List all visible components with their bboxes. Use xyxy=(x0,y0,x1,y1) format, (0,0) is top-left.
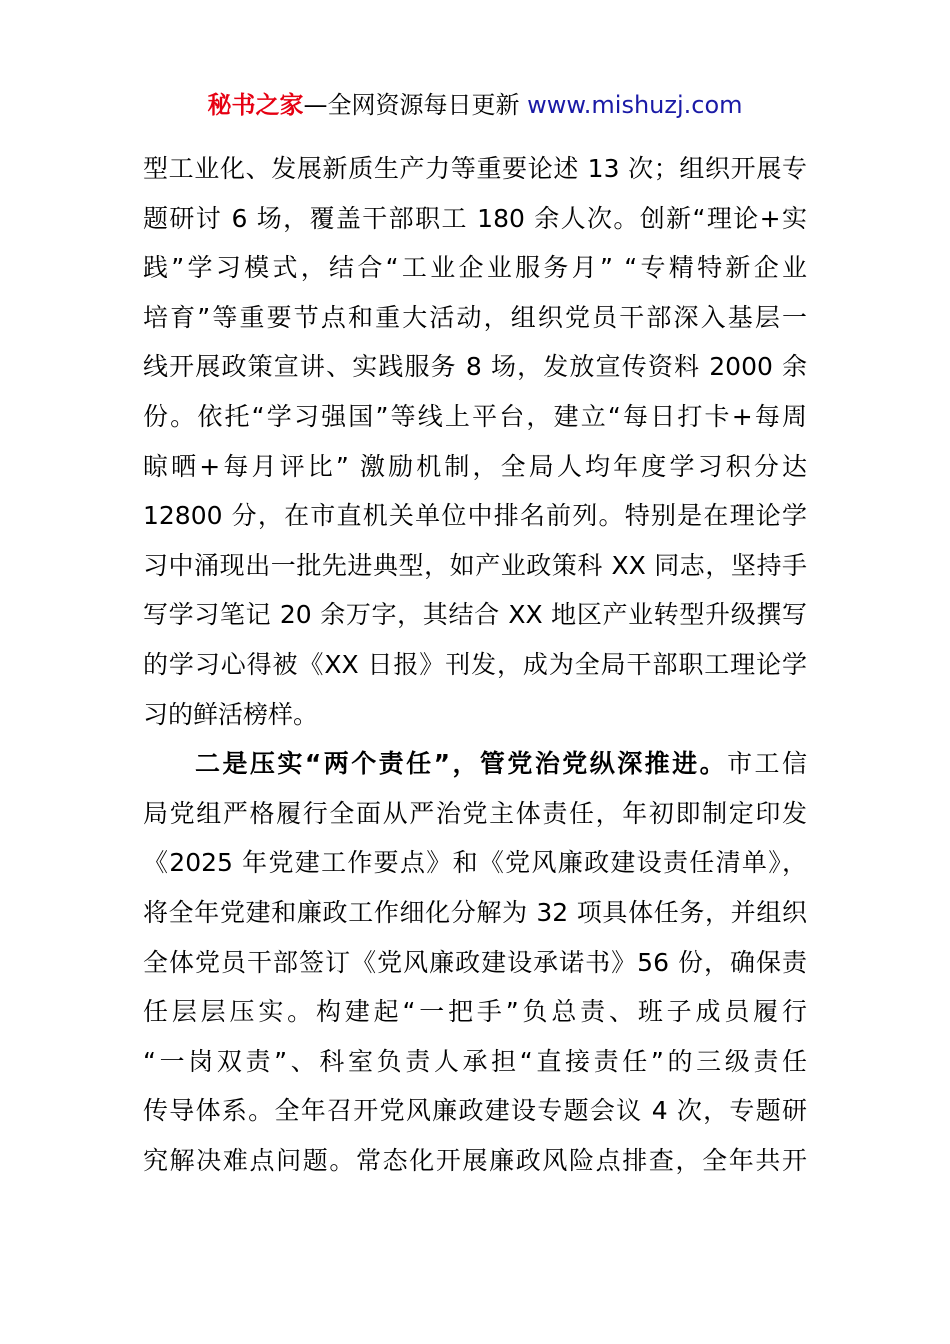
text-line: 写学习笔记 20 余万字，其结合 XX 地区产业转型升级撰写 xyxy=(143,600,807,630)
text-line: 《2025 年党建工作要点》和《党风廉政建设责任清单》， xyxy=(143,848,807,878)
document-body xyxy=(143,144,807,1185)
header-url[interactable]: www.mishuzj.com xyxy=(527,91,743,119)
text-line: 的学习心得被《XX 日报》刊发，成为全局干部职工理论学 xyxy=(143,649,807,679)
text-line: 将全年党建和廉政工作细化分解为 32 项具体任务，并组织 xyxy=(143,897,807,927)
text-line: 线开展政策宣讲、实践服务 8 场，发放宣传资料 2000 余 xyxy=(143,352,807,382)
text-line: 12800 分，在市直机关单位中排名前列。特别是在理论学 xyxy=(143,501,807,531)
brand-name: 秘书之家 xyxy=(207,91,304,119)
paragraph-heading-rest: 市工信 xyxy=(727,749,807,779)
text-line: 践”学习模式，结合“工业企业服务月” “专精特新企业 xyxy=(143,253,807,283)
paragraph-heading: 二是压实“两个责任”，管党治党纵深推进。 xyxy=(195,749,728,779)
text-line: 习中涌现出一批先进典型，如产业政策科 XX 同志，坚持手 xyxy=(143,550,807,580)
text-line: 究解决难点问题。常态化开展廉政风险点排查，全年共开 xyxy=(143,1145,807,1175)
text-line: 局党组严格履行全面从严治党主体责任，年初即制定印发 xyxy=(143,798,807,828)
text-line: 型工业化、发展新质生产力等重要论述 13 次；组织开展专 xyxy=(143,154,807,183)
text-line: 晾晒+每月评比” 激励机制，全局人均年度学习积分达 xyxy=(143,451,807,481)
text-line: 任层层压实。构建起“一把手”负总责、班子成员履行 xyxy=(143,997,807,1027)
text-line: 传导体系。全年召开党风廉政建设专题会议 4 次，专题研 xyxy=(143,1096,807,1126)
text-line: 习的鲜活榜样。 xyxy=(143,699,319,729)
paragraph-heading-line xyxy=(143,739,807,789)
text-line: 份。依托“学习强国”等线上平台，建立“每日打卡+每周 xyxy=(143,401,807,431)
text-line: 题研讨 6 场，覆盖干部职工 180 余人次。创新“理论+实 xyxy=(143,203,807,233)
header-tagline: —全网资源每日更新 xyxy=(303,91,528,119)
page-header xyxy=(0,88,950,122)
text-line: 培育”等重要节点和重大活动，组织党员干部深入基层一 xyxy=(143,302,807,332)
text-line: 全体党员干部签订《党风廉政建设承诺书》56 份，确保责 xyxy=(143,947,807,977)
text-line: “一岗双责”、科室负责人承担“直接责任”的三级责任 xyxy=(143,1046,807,1076)
